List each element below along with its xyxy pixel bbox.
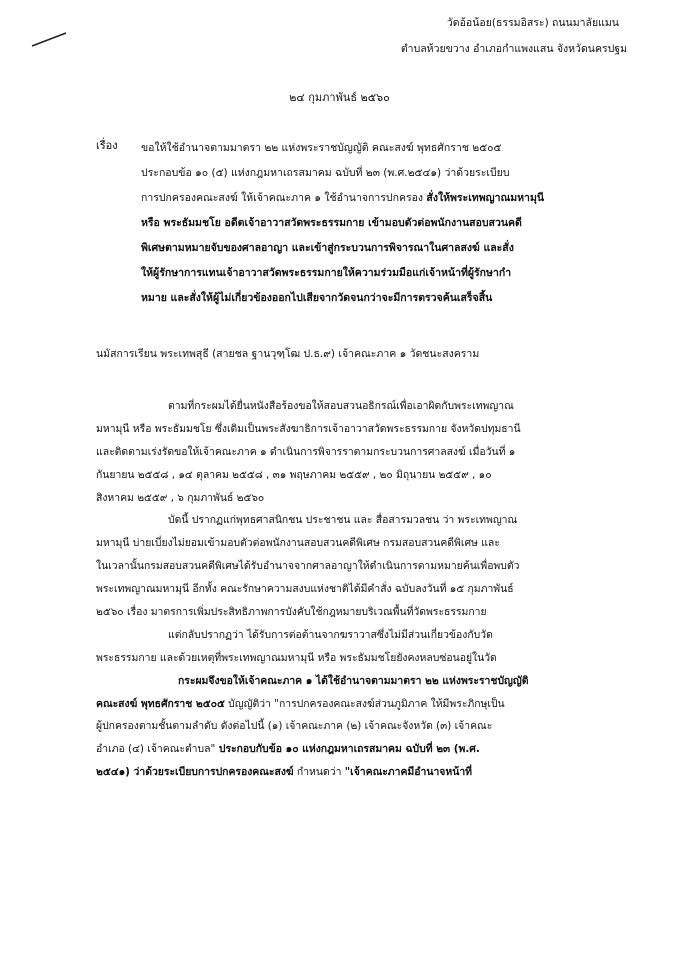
letter-body	[96, 395, 616, 784]
body-line: ผู้ปกครองตามชั้นตามลำดับ ดังต่อไปนี้ (๑) เจ้าคณะภาค (๒) เจ้าคณะจังหวัด (๓) เจ้าคณะ	[96, 720, 493, 733]
pen-stroke-mark	[30, 30, 70, 50]
body-line: กระผมจึงขอให้เจ้าคณะภาค ๑ ได้ใช้อำนาจตามมาตรา ๒๒ แห่งพระราชบัญญัติ	[178, 674, 529, 687]
body-line: แต่กลับปรากฏว่า ได้รับการต่อต้านจากฆราวาสซึ่งไม่มีส่วนเกี่ยวข้องกับวัด	[168, 628, 493, 641]
subject-label: เรื่อง	[96, 139, 118, 152]
body-line: มหามุนี หรือ พระธัมมชโย ซึ่งเดิมเป็นพระสังฆาธิการเจ้าอาวาสวัดพระธรรมกาย จังหวัดปทุมธานี	[96, 422, 521, 435]
subject-line: ขอให้ใช้อำนาจตามมาตรา ๒๒ แห่งพระราชบัญญัติ คณะสงฆ์ พุทธศักราช ๒๕๐๕	[141, 142, 502, 154]
body-line: ๒๕๖๐ เรื่อง มาตรการเพิ่มประสิทธิภาพการบังคับใช้กฎหมายบริเวณพื้นที่วัดพระธรรมกาย	[96, 606, 487, 619]
body-line: ตามที่กระผมได้ยื่นหนังสือร้องขอให้สอบสวนอธิกรณ์เพื่อเอาผิดกับพระเทพญาณ	[168, 400, 514, 412]
subject-line: หรือ พระธัมมชโย อดีตเจ้าอาวาสวัดพระธรรมกาย เข้ามอบตัวต่อพนักงานสอบสวนคดี	[141, 217, 522, 229]
letter-date: ๒๔ กุมภาพันธ์ ๒๕๖๐	[289, 91, 390, 104]
sender-address-line2: ตำบลห้วยขวาง อำเภอกำแพงแสน จังหวัดนครปฐม	[400, 43, 627, 55]
subject-text	[141, 136, 611, 311]
body-line: พระเทพญาณมหามุนี อีกทั้ง คณะรักษาความสงบแห่งชาติได้มีคำสั่ง ฉบับลงวันที่ ๑๕ กุมภาพันธ์	[96, 583, 514, 596]
body-line: สิงหาคม ๒๕๕๙ , ๖ กุมภาพันธ์ ๒๕๖๐	[96, 491, 265, 504]
body-line: กันยายน ๒๕๕๘ , ๑๔ ตุลาคม ๒๕๕๘ , ๓๑ พฤษภาคม ๒๕๕๙ , ๒๐ มิถุนายน ๒๕๕๙ , ๑๐	[96, 468, 492, 481]
body-line: และติดตามเร่งรัดขอให้เจ้าคณะภาค ๑ ดำเนินการพิจารราตามกระบวนการศาลสงฆ์ เมื่อวันที่ ๑	[96, 445, 516, 458]
body-line: มหามุนี บ่ายเบี่ยงไม่ยอมเข้ามอบตัวต่อพนักงานสอบสวนคดีพิเศษ กรมสอบสวนคดีพิเศษ และ	[96, 537, 500, 550]
body-line: อำเภอ (๔) เจ้าคณะตำบล" ประกอบกับข้อ ๑๐ แห่งกฎมหาเถรสมาคม ฉบับที่ ๒๓ (พ.ศ.	[96, 743, 480, 756]
subject-line: หมาย และสั่งให้ผู้ไม่เกี่ยวข้องออกไปเสียจากวัดจนกว่าจะมีการตรวจค้นเสร็จสิ้น	[141, 292, 493, 304]
sender-address-line1: วัดอ้อน้อย(ธรรมอิสระ) ถนนมาลัยแมน	[446, 17, 619, 29]
subject-line: ประกอบข้อ ๑๐ (๕) แห่งกฎมหาเถรสมาคม ฉบับที่ ๒๓ (พ.ศ.๒๕๔๑) ว่าด้วยระเบียบ	[141, 167, 510, 179]
body-line: ในเวลานั้นกรมสอบสวนคดีพิเศษได้รับอำนาจจากศาลอาญาให้ดำเนินการตามหมายค้นเพื่อพบตัว	[96, 560, 520, 573]
body-line: คณะสงฆ์ พุทธศักราช ๒๕๐๕ บัญญัติว่า "การปกครองคณะสงฆ์ส่วนภูมิภาค ให้มีพระภิกษุเป็น	[96, 697, 505, 710]
subject-line: พิเศษตามหมายจับของศาลอาญา และเข้าสู่กระบวนการพิจารณาในศาลสงฆ์ และสั่ง	[141, 242, 514, 254]
subject-line: การปกครองคณะสงฆ์ ให้เจ้าคณะภาค ๑ ใช้อำนาจการปกครอง สั่งให้พระเทพญาณมหามุนี	[141, 192, 545, 204]
recipient-line: นมัสการเรียน พระเทพสุธี (สายชล ฐานวุฑฺโฒ ป.ธ.๙) เจ้าคณะภาค ๑ วัดชนะสงคราม	[96, 348, 480, 360]
subject-line: ให้ผู้รักษาการแทนเจ้าอาวาสวัดพระธรรมกายให้ความร่วมมือแก่เจ้าหน้าที่ผู้รักษากำ	[141, 267, 512, 279]
body-line: ๒๕๔๑) ว่าด้วยระเบียบการปกครองคณะสงฆ์ กำหนดว่า "เจ้าคณะภาคมีอำนาจหน้าที่	[96, 766, 473, 779]
body-line: บัดนี้ ปรากฏแก่พุทธศาสนิกชน ประชาชน และ สื่อสารมวลชน ว่า พระเทพญาณ	[168, 514, 518, 527]
body-line: พระธรรมกาย และด้วยเหตุที่พระเทพญาณมหามุนี หรือ พระธัมมชโยยังคงหลบซ่อนอยู่ในวัด	[96, 651, 497, 664]
